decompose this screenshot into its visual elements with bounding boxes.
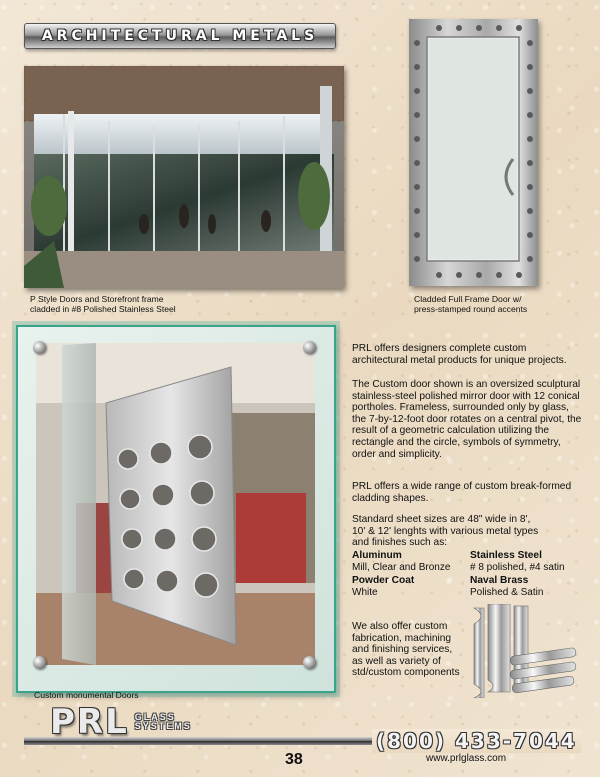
material-powder-coat [352, 575, 472, 598]
glass-stud-bottom-right [303, 656, 316, 669]
monumental-door-photo [36, 343, 315, 665]
material-name: Aluminum [352, 550, 402, 561]
cladded-door-caption-line-2: press-stamped round accents [414, 304, 528, 314]
page-number: 38 [285, 751, 303, 768]
material-name: Stainless Steel [470, 550, 542, 561]
glass-stud-top-right [303, 341, 316, 354]
door-description-paragraph: The Custom door shown is an oversized sculptural stainless-steel polished mirror door with 12 conical portholes. Frameless, surrounded only by glass, the 7-by-12-foot door rotates on a central pivot, the result of a geometric calculation utilizing the rectangle and the circle, symbols of symmetry, order and simplicity. [352, 379, 582, 460]
sheet-sizes-paragraph: Standard sheet sizes are 48" wide in 8', 10' & 12' lenghts with various metal types and finishes such as: [352, 514, 539, 549]
cladded-door-caption [414, 294, 527, 314]
storefront-illustration [24, 66, 344, 288]
cladding-shapes-photo [466, 604, 578, 698]
material-aluminum [352, 550, 472, 573]
material-finish: Polished & Satin [470, 587, 544, 598]
monumental-caption: Custom monumental Doors [34, 690, 139, 700]
prl-logo [50, 704, 192, 740]
material-stainless-steel [470, 550, 590, 573]
fabrication-paragraph: We also offer custom fabrication, machining and finishing services, as well as variety of std/custom components [352, 621, 460, 679]
storefront-photo [24, 66, 344, 288]
monumental-door-illustration [36, 343, 315, 665]
storefront-caption [30, 294, 176, 314]
material-name: Naval Brass [470, 575, 529, 586]
logo-wordmark: PRL [50, 702, 129, 742]
website-link[interactable]: www.prlglass.com [426, 753, 507, 764]
phone-number: (800) 433-7044 [372, 729, 581, 753]
intro-paragraph: PRL offers designers complete custom architectural metal products for unique projects. [352, 343, 567, 366]
cladded-door-photo [409, 19, 538, 286]
logo-subtitle [135, 713, 192, 731]
cladded-door-illustration [409, 19, 538, 286]
material-naval-brass [470, 575, 590, 598]
section-banner [24, 23, 336, 49]
material-finish: White [352, 587, 378, 598]
banner-title: ARCHITECTURAL METALS [41, 28, 319, 44]
storefront-caption-line-2: cladded in #8 Polished Stainless Steel [30, 304, 176, 314]
cladded-door-caption-line-1: Cladded Full Frame Door w/ [414, 294, 522, 304]
glass-stud-bottom-left [33, 656, 46, 669]
material-finish: # 8 polished, #4 satin [470, 562, 565, 573]
logo-subtitle-line-1: GLASS [134, 712, 176, 722]
logo-subtitle-line-2: SYSTEMS [134, 721, 192, 731]
glass-stud-top-left [33, 341, 46, 354]
storefront-caption-line-1: P Style Doors and Storefront frame [30, 294, 164, 304]
cladding-paragraph: PRL offers a wide range of custom break-formed cladding shapes. [352, 481, 572, 504]
material-name: Powder Coat [352, 575, 415, 586]
material-finish: Mill, Clear and Bronze [352, 562, 451, 573]
cladding-shapes-illustration [466, 604, 578, 698]
